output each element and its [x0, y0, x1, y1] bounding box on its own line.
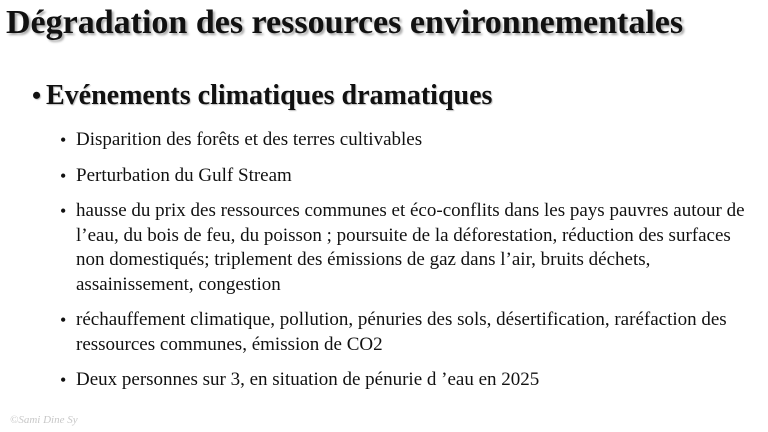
- heading-bullet: •: [32, 81, 42, 110]
- heading-text: Evénements climatiques dramatiques: [46, 80, 493, 111]
- list-item: [60, 199, 760, 297]
- bullet-list: [60, 128, 760, 404]
- slide-title: Dégradation des ressources environnementales: [6, 4, 684, 41]
- bullet-icon: •: [60, 130, 67, 150]
- bullet-icon: •: [60, 370, 67, 390]
- list-item-text: réchauffement climatique, pollution, pénuries des sols, désertification, raréfaction des ressources communes, émission de CO2: [76, 309, 727, 355]
- list-item-text: hausse du prix des ressources communes et éco-conflits dans les pays pauvres autour de l’eau, du bois de feu, du poisson ; poursuite de la déforestation, réduction des surfaces non domestiqués; triplement des émissions de gaz dans l’air, bruits déchets, assainissement, congestion: [76, 200, 745, 295]
- copyright-watermark: ©Sami Dine Sy: [10, 414, 78, 426]
- list-item-text: Perturbation du Gulf Stream: [76, 164, 292, 186]
- list-item-text: Disparition des forêts et des terres cultivables: [76, 129, 423, 150]
- bullet-icon: •: [60, 201, 67, 221]
- list-item-text: Deux personnes sur 3, en situation de pénurie d ’eau en 2025: [76, 369, 540, 390]
- bullet-icon: •: [60, 165, 67, 186]
- bullet-icon: •: [60, 310, 67, 330]
- list-item: [60, 308, 760, 357]
- list-item: [60, 368, 760, 393]
- list-item: [60, 128, 760, 153]
- list-item: [60, 164, 760, 189]
- section-heading: [32, 80, 492, 112]
